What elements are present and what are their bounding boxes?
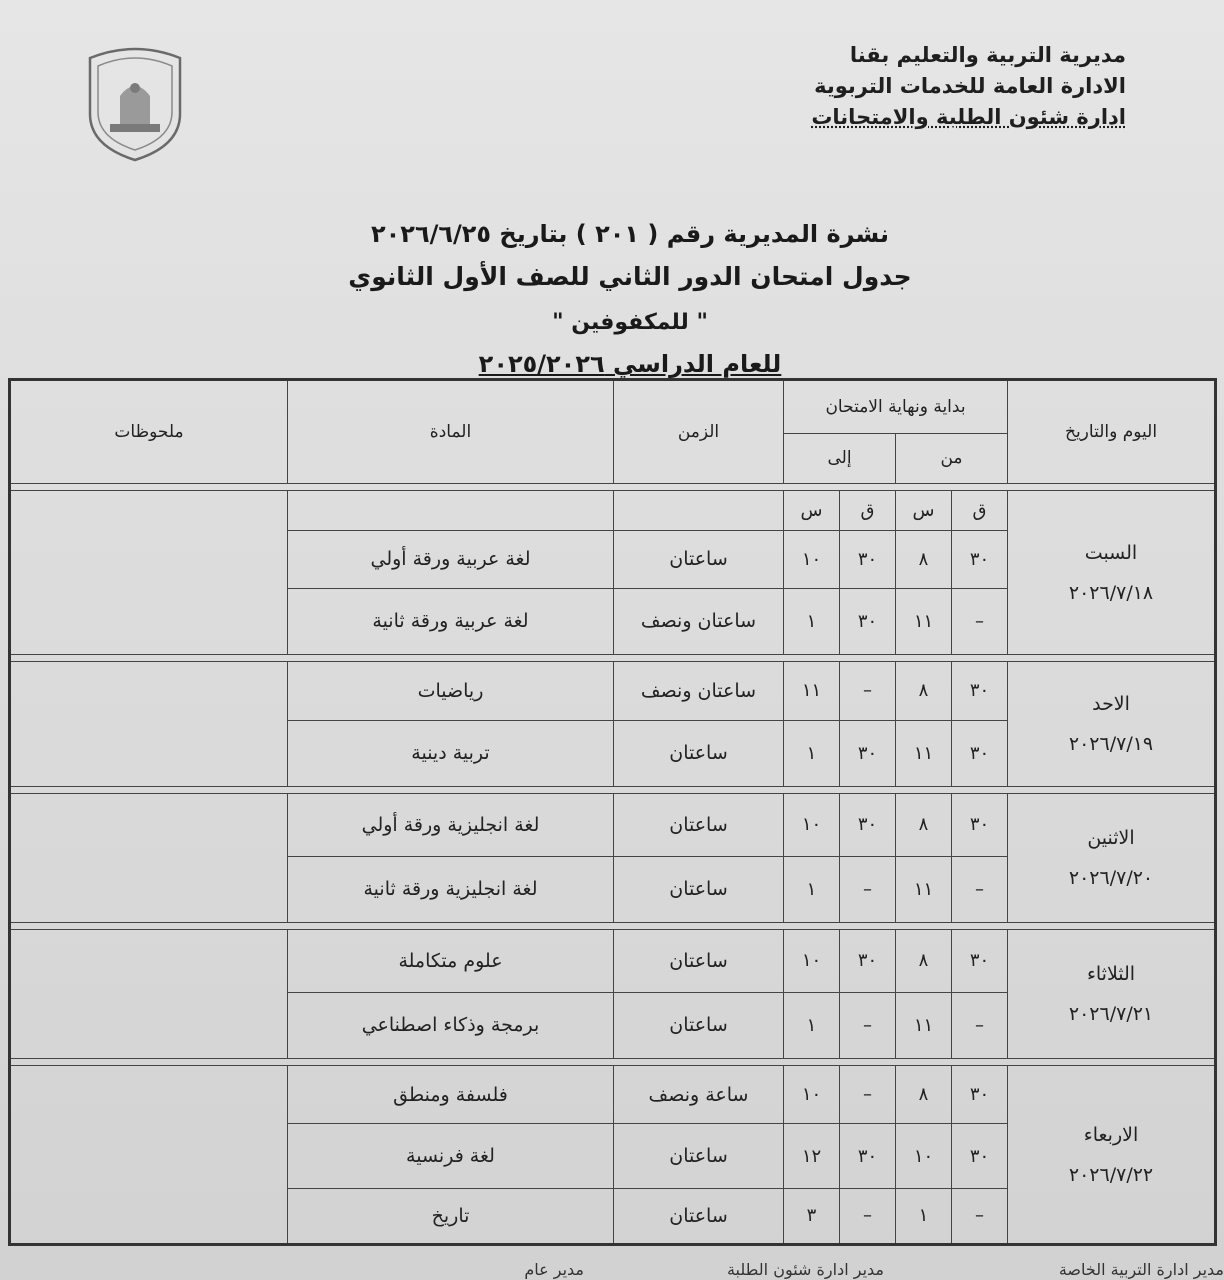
day-cell <box>1008 794 1216 923</box>
minute-label: ق <box>952 491 1008 530</box>
row-divider <box>10 1059 1216 1066</box>
to-hour: ١ <box>784 720 840 786</box>
to-minute: – <box>840 856 896 922</box>
from-minute: ٣٠ <box>952 662 1008 720</box>
to-hour: ١ <box>784 588 840 654</box>
from-minute: – <box>952 856 1008 922</box>
header-subject: المادة <box>288 380 614 484</box>
to-minute: – <box>840 1066 896 1124</box>
day-name: الاحد <box>1092 693 1130 716</box>
department-name: ادارة شئون الطلبة والامتحانات <box>811 105 1126 129</box>
row-divider <box>10 923 1216 930</box>
from-minute: ٣٠ <box>952 720 1008 786</box>
duration: ساعة ونصف <box>614 1066 784 1124</box>
header-exam-time: بداية ونهاية الامتحان <box>784 380 1008 434</box>
from-hour: ٨ <box>896 794 952 856</box>
to-minute: ٣٠ <box>840 930 896 992</box>
notes-cell <box>10 930 288 1059</box>
schedule-title: جدول امتحان الدور الثاني للصف الأول الثانوي <box>348 262 912 291</box>
subject: برمجة وذكاء اصطناعي <box>288 992 614 1058</box>
to-minute: ٣٠ <box>840 530 896 588</box>
from-minute: – <box>952 1188 1008 1244</box>
header-duration: الزمن <box>614 380 784 484</box>
duration: ساعتان <box>614 930 784 992</box>
directorate-name: مديرية التربية والتعليم بقنا <box>849 43 1126 67</box>
audience-title: " للمكفوفين " <box>552 310 708 335</box>
from-minute: ٣٠ <box>952 1124 1008 1188</box>
duration: ساعتان ونصف <box>614 662 784 720</box>
from-minute: ٣٠ <box>952 530 1008 588</box>
exam-schedule-table <box>8 378 1217 1246</box>
to-hour: ١ <box>784 992 840 1058</box>
from-hour: ٨ <box>896 662 952 720</box>
subject: فلسفة ومنطق <box>288 1066 614 1124</box>
header-from: من <box>896 433 1008 483</box>
header-notes: ملحوظات <box>10 380 288 484</box>
issuer-header <box>811 40 1126 133</box>
duration: ساعتان <box>614 530 784 588</box>
subject: لغة انجليزية ورقة ثانية <box>288 856 614 922</box>
subject: لغة عربية ورقة ثانية <box>288 588 614 654</box>
to-hour: ١٠ <box>784 530 840 588</box>
duration: ساعتان <box>614 992 784 1058</box>
from-hour: ١١ <box>896 588 952 654</box>
table-row <box>10 930 1216 992</box>
table-row <box>10 662 1216 720</box>
day-date: ٢٠٢٦/٧/٢١ <box>1068 1003 1154 1026</box>
duration: ساعتان <box>614 1188 784 1244</box>
day-name: الثلاثاء <box>1086 963 1136 986</box>
minute-label: ق <box>840 491 896 530</box>
to-hour: ٣ <box>784 1188 840 1244</box>
from-hour: ١١ <box>896 856 952 922</box>
day-cell <box>1008 491 1216 655</box>
day-cell <box>1008 1066 1216 1245</box>
day-date: ٢٠٢٦/٧/٢٢ <box>1068 1163 1154 1186</box>
notes-cell <box>10 491 288 655</box>
hour-label: س <box>896 491 952 530</box>
from-minute: ٣٠ <box>952 794 1008 856</box>
from-hour: ١١ <box>896 720 952 786</box>
to-minute: ٣٠ <box>840 720 896 786</box>
day-cell <box>1008 930 1216 1059</box>
day-name: السبت <box>1084 541 1138 564</box>
to-hour: ١ <box>784 856 840 922</box>
subject-spacer <box>288 491 614 530</box>
from-minute: ٣٠ <box>952 1066 1008 1124</box>
general-administration-name: الادارة العامة للخدمات التربوية <box>814 74 1126 98</box>
signature-general-director: مدير عام <box>524 1260 584 1279</box>
to-hour: ١٢ <box>784 1124 840 1188</box>
subject: لغة فرنسية <box>288 1124 614 1188</box>
to-minute: – <box>840 992 896 1058</box>
subject: لغة انجليزية ورقة أولي <box>288 794 614 856</box>
signature-special-education: مدير ادارة التربية الخاصة <box>1058 1260 1224 1279</box>
to-minute: – <box>840 662 896 720</box>
table-row <box>10 1066 1216 1124</box>
from-minute: – <box>952 588 1008 654</box>
day-date: ٢٠٢٦/٧/١٨ <box>1068 581 1154 604</box>
table-row <box>10 794 1216 856</box>
subject: تربية دينية <box>288 720 614 786</box>
duration: ساعتان <box>614 1124 784 1188</box>
day-name: الاثنين <box>1087 827 1135 850</box>
notes-cell <box>10 1066 288 1245</box>
header-to: إلى <box>784 433 896 483</box>
hour-label: س <box>784 491 840 530</box>
academic-year-title: للعام الدراسي ٢٠٢٥/٢٠٢٦ <box>478 350 782 378</box>
to-minute: – <box>840 1188 896 1244</box>
bulletin-title: نشرة المديرية رقم ( ٢٠١ ) بتاريخ ٢٠٢٦/٦/٢٥ <box>371 220 889 248</box>
duration: ساعتان <box>614 856 784 922</box>
day-date: ٢٠٢٦/٧/١٩ <box>1068 733 1154 756</box>
from-hour: ٨ <box>896 1066 952 1124</box>
duration: ساعتان <box>614 794 784 856</box>
row-divider <box>10 787 1216 794</box>
from-minute: ٣٠ <box>952 930 1008 992</box>
notes-cell <box>10 794 288 923</box>
from-hour: ١ <box>896 1188 952 1244</box>
from-hour: ١١ <box>896 992 952 1058</box>
duration-spacer <box>614 491 784 530</box>
to-hour: ١٠ <box>784 930 840 992</box>
from-hour: ١٠ <box>896 1124 952 1188</box>
to-hour: ١١ <box>784 662 840 720</box>
header-day-date: اليوم والتاريخ <box>1008 380 1216 484</box>
duration: ساعتان ونصف <box>614 588 784 654</box>
day-date: ٢٠٢٦/٧/٢٠ <box>1068 867 1154 890</box>
from-hour: ٨ <box>896 930 952 992</box>
to-minute: ٣٠ <box>840 794 896 856</box>
from-minute: – <box>952 992 1008 1058</box>
subject: رياضيات <box>288 662 614 720</box>
to-hour: ١٠ <box>784 1066 840 1124</box>
day-name: الاربعاء <box>1083 1123 1139 1146</box>
to-hour: ١٠ <box>784 794 840 856</box>
subject: علوم متكاملة <box>288 930 614 992</box>
ministry-seal-icon <box>80 36 190 164</box>
duration: ساعتان <box>614 720 784 786</box>
notes-cell <box>10 662 288 787</box>
subject: تاريخ <box>288 1188 614 1244</box>
signature-student-affairs: مدير ادارة شئون الطلبة <box>726 1260 884 1279</box>
to-minute: ٣٠ <box>840 1124 896 1188</box>
from-hour: ٨ <box>896 530 952 588</box>
row-divider <box>10 655 1216 662</box>
row-divider <box>10 483 1216 490</box>
to-minute: ٣٠ <box>840 588 896 654</box>
subject: لغة عربية ورقة أولي <box>288 530 614 588</box>
signature-footer <box>0 1256 1224 1280</box>
day-cell <box>1008 662 1216 787</box>
